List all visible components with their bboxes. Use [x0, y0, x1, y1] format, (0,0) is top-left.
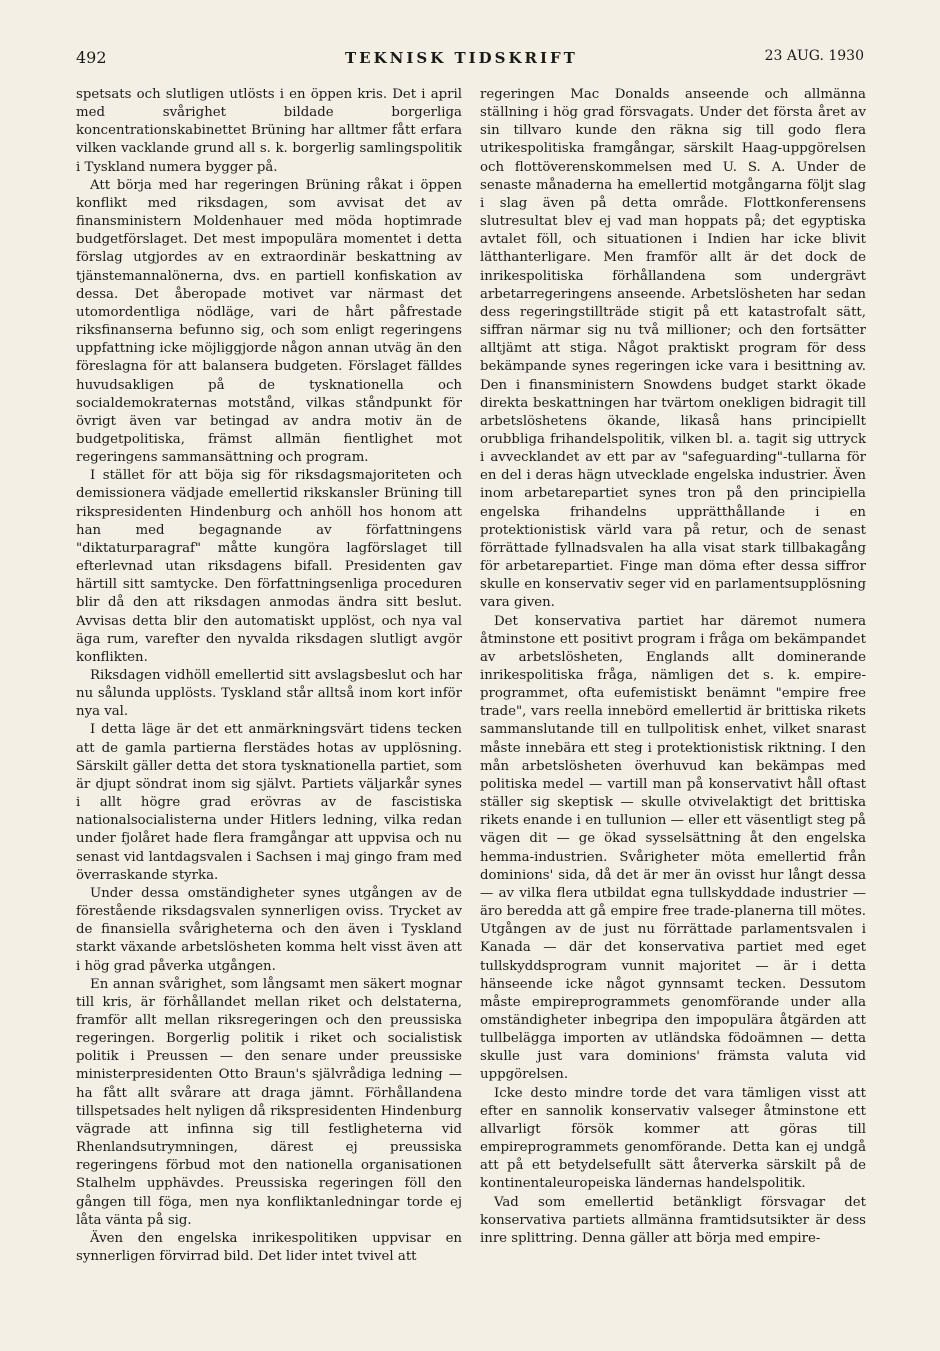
paragraph: spetsats och slutligen utlösts i en öppen kris. Det i april med svårighet bildade borgerliga koncentrationskabinettet Brüning har alltmer fått erfara vilken vacklande grund all s. k. borgerlig samlingspolitik i Tyskland numera bygger på. — [76, 87, 462, 175]
paragraph: regeringen Mac Donalds anseende och allmänna ställning i hög grad försvagats. Under det första året av sin tillvaro kunde den räkna sig till godo flera utrikespolitiska framgångar, särskilt Haag-uppgörelsen och flottöverenskommelsen med U. S. A. Under de senaste månaderna ha emellertid motgångarna följt slag i slag även på detta område. Flottkonferensens slutresultat blev ej vad man hoppats på; det egyptiska avtalet föll, och situationen i Indien har icke blivit lätthanterligare. Men framför allt är det dock de inrikespolitiska förhållandena som undergrävt arbetarregeringens anseende. Arbetslösheten har sedan dess regeringstillträde stigit på ett katastrofalt sätt, siffran närmar sig nu två millioner; och den fortsätter alltjämt att stiga. Något praktiskt program för dess bekämpande synes regeringen icke vara i besittning av. Den i finansministern Snowdens budget starkt ökade direkta beskattningen har tvärtom onekligen bidragit till arbetslöshetens ökande, likaså hans principiellt orubbliga frihandelspolitik, vilken bl. a. tagit sig uttryck i avvecklandet av ett par av "safeguarding"-tullarna för en del i deras hägn utvecklade engelska industrier. Även inom arbetarepartiet synes tron på den principiella engelska frihandelns upprätthållande i en protektionistisk värld vara på retur, och de senast förrättade fyllnadsvalen ha alla visat stark tillbakagång för arbetarepartiet. Finge man döma efter dessa siffror skulle en konservativ seger vid en parlamentsupplösning vara given. — [480, 87, 866, 611]
paragraph: Under dessa omständigheter synes utgången av de förestående riksdagsvalen synnerligen oviss. Trycket av de finansiella svårigheterna och den även i Tyskland starkt växande arbetslösheten komma helt visst även att i hög grad påverka utgången. — [76, 885, 462, 974]
paragraph: Att börja med har regeringen Brüning råkat i öppen konflikt med riksdagen, som avvisat det av finansministern Moldenhauer med möda hoptimrade budgetförslaget. Det mest impopulära momentet i detta förslag utgjordes av en extraordinär beskattning av tjänstemannalönerna, dvs. en partiell konfiskation av dessa. Det åberopade motivet var närmast det utomordentliga nödläge, vari de hårt påfrestade riksfinanserna befunno sig, och som enligt regeringens uppfattning icke möjliggjorde någon annan utväg än den föreslagna för att balansera budgeten. Förslaget fälldes huvudsakligen på de tysknationella och socialdemokraternas motstånd, vilkas ståndpunkt för övrigt även var betingad av andra motiv än de budgetpolitiska, främst allmän fientlighet mot regeringens sammansättning och program. — [76, 177, 462, 466]
paragraph: En annan svårighet, som långsamt men säkert mognar till kris, är förhållandet mellan riket och delstaterna, framför allt mellan riksregeringen och den preussiska regeringen. Borgerlig politik i riket och socialistisk politik i Preussen — den senare under preussiske ministerpresidenten Otto Braun's självrådiga ledning — ha fått allt svårare att draga jämnt. Förhållandena tillspetsades helt nyligen då rikspresidenten Hindenburg vägrade att infinna sig till festligheterna vid Rhenlandsutrymningen, därest ej preussiska regeringens förbud mot den nationella organisationen Stalhelm upphävdes. Preussiska regeringen föll den gången till föga, men nya konfliktanledningar torde ej låta vänta på sig. — [76, 976, 462, 1228]
paragraph: Det konservativa partiet har däremot numera åtminstone ett positivt program i fråga om bekämpandet av arbetslösheten, Englands allt dominerande inrikespolitiska fråga, nämligen det s. k. empire-programmet, ofta eufemistiskt benämnt "empire free trade", vars reella innebörd emellertid är brittiska rikets sammanslutande till en tullpolitisk enhet, vilket snarast måste innebära ett steg i protektionistisk riktning. I den mån arbetslösheten överhuvud kan bekämpas med politiska medel — vartill man på konservativt håll oftast ställer sig skeptisk — skulle otvivelaktigt det brittiska rikets enande i en tullunion — eller ett väsentligt steg på vägen dit — ge ökad sysselsättning åt den engelska hemma-industrien. Svårigheter möta emellertid från dominions' sida, då det är mer än ovisst hur långt dessa — av vilka flera utbildat egna tullskyddade industrier — äro beredda att gå empire free trade-planerna till mötes. Utgången av de just nu förrättade parlamentsvalen i Kanada — där det konservativa partiet med eget tullskyddsprogram vunnit majoritet — är i detta hänseende icke något gynnsamt tecken. Dessutom måste empireprogrammets genomförande under alla omständigheter inbegripa den impopulära åtgärden att tullbelägga importen av utländska födoämnen — detta skulle just vara dominions' främsta valuta vid uppgörelsen. — [480, 613, 866, 1083]
paragraph: Även den engelska inrikespolitiken uppvisar en synnerligen förvirrad bild. Det lider intet tvivel att — [76, 1230, 462, 1264]
paragraph: Riksdagen vidhöll emellertid sitt avslagsbeslut och har nu sålunda upplösts. Tyskland står alltså inom kort inför nya val. — [76, 668, 462, 720]
page-header — [0, 48, 940, 72]
page-number: 492 — [76, 48, 107, 67]
right-column — [480, 86, 866, 1248]
journal-title: TEKNISK TIDSKRIFT — [345, 49, 578, 67]
left-column — [76, 86, 462, 1266]
issue-date: 23 AUG. 1930 — [764, 48, 864, 64]
paragraph: I detta läge är det ett anmärkningsvärt tidens tecken att de gamla partierna flerstädes hotas av upplösning. Särskilt gäller detta det stora tysknationella partiet, som är djupt söndrat inom sig självt. Partiets väljarkår synes i allt högre grad erövras av de fascistiska nationalsocialisterna under Hitlers ledning, vilka redan under fjolåret hade flera framgångar att uppvisa och nu senast vid lantdagsvalen i Sachsen i maj gingo fram med överraskande styrka. — [76, 722, 462, 883]
paragraph: I stället för att böja sig för riksdagsmajoriteten och demissionera vädjade emellertid rikskansler Brüning till rikspresidenten Hindenburg och anhöll hos honom att han med begagnande av författningens "diktaturparagraf" måtte kungöra lagförslaget till efterlevnad utan riksdagens bifall. Presidenten gav härtill sitt samtycke. Den författningsenliga proceduren blir då den att riksdagen anmodas ändra sitt beslut. Avvisas detta blir den automatiskt upplöst, och nya val äga rum, varefter den nyvalda riksdagen slutligt avgör konflikten. — [76, 468, 462, 665]
paragraph: Vad som emellertid betänkligt försvagar det konservativa partiets allmänna framtidsutsikter är dess inre splittring. Denna gäller att börja med empire- — [480, 1194, 866, 1246]
paragraph: Icke desto mindre torde det vara tämligen visst att efter en sannolik konservativ valseger åtminstone ett allvarligt försök kommer att göras till empireprogrammets genomförande. Detta kan ej undgå att på ett betydelsefullt sätt återverka särskilt på de kontinentaleuropeiska ländernas handelspolitik. — [480, 1085, 866, 1192]
